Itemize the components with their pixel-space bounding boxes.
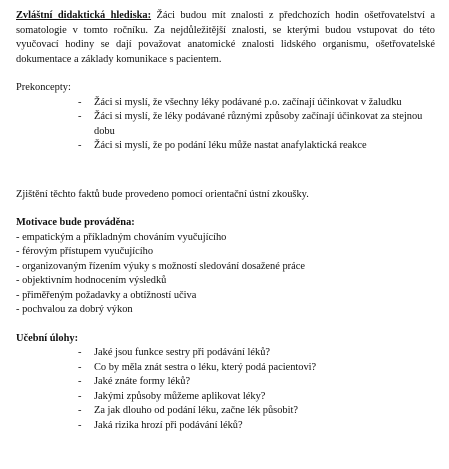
motivation-heading: Motivace bude prováděna: xyxy=(16,217,135,228)
preconcepts-label: Prekoncepty: xyxy=(16,82,71,93)
list-item: - Za jak dlouho od podání léku, začne lék působit? xyxy=(78,404,435,419)
spacer xyxy=(16,318,435,332)
list-item: - Žáci si myslí, že všechny léky podávané p.o. začínají účinkovat v žaludku xyxy=(78,96,435,111)
tasks-heading: Učební úlohy: xyxy=(16,332,79,344)
list-item: - Jakými způsoby můžeme aplikovat léky? xyxy=(78,390,435,405)
list-item: - Jaká rizika hrozí při podávání léků? xyxy=(78,419,435,434)
list-item: - Jaké znáte formy léků? xyxy=(78,375,435,390)
list-item: - empatickým a příkladným chováním vyučujícího xyxy=(16,231,435,246)
list-item: - férovým přístupem vyučujícího xyxy=(16,245,435,260)
list-item: - pochvalou za dobrý výkon xyxy=(16,303,435,318)
spacer xyxy=(16,67,435,81)
list-item: - Co by měla znát sestra o léku, který podá pacientovi? xyxy=(78,361,435,376)
verification-text: Zjištění těchto faktů bude provedeno pomocí orientační ústní zkoušky. xyxy=(16,188,309,200)
spacer xyxy=(16,174,435,188)
preconcepts-list xyxy=(16,96,435,154)
spacer xyxy=(16,154,435,174)
motivation-list xyxy=(16,231,435,318)
spacer xyxy=(16,202,435,216)
list-item: - přiměřeným požadavky a obtížností učiva xyxy=(16,289,435,304)
list-item: - objektivním hodnocením výsledků xyxy=(16,274,435,289)
intro-heading: Zvláštní didaktická hlediska: xyxy=(16,10,152,21)
list-item: - Žáci si myslí, že po podání léku může nastat anafylaktická reakce xyxy=(78,139,435,154)
list-item: - Jaké jsou funkce sestry při podávání léků? xyxy=(78,346,435,361)
intro-text: Žáci budou mít znalosti z předchozích hodin ošetřovatelství a somatologie v tomto ročníku. Za nejdůležitější znalosti, se kterými budou vstupovat do této vyučovací hodiny se dají považovat anatomické znalosti lidského organismu, ošetřovatelské dokumentace a základy komunikace s pacientem. xyxy=(16,10,435,65)
tasks-list xyxy=(16,346,435,433)
list-item: - Žáci si myslí, že léky podávané různými způsoby začínají účinkovat za stejnou dobu xyxy=(78,110,435,139)
intro-paragraph xyxy=(16,9,435,67)
list-item: - organizovaným řízením výuky s možností sledování dosažené práce xyxy=(16,260,435,275)
